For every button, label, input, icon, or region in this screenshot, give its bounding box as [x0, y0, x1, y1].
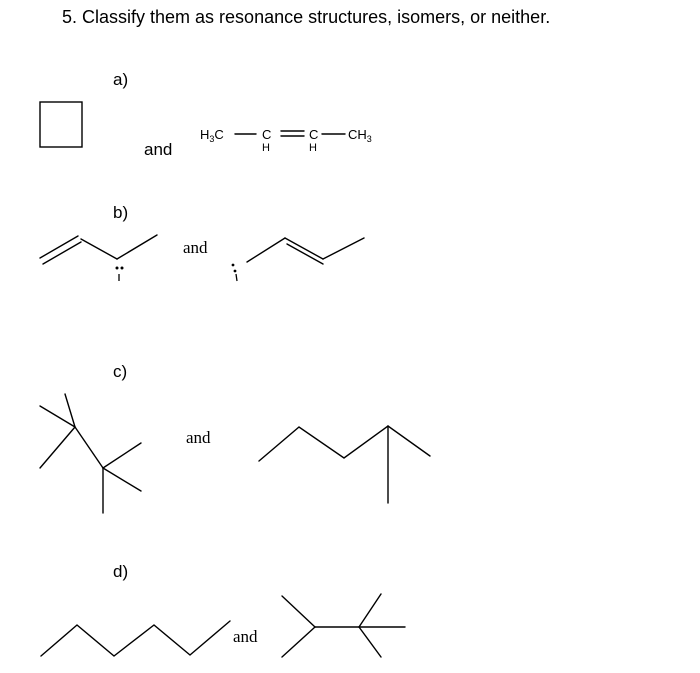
- part-c-and: and: [186, 428, 211, 447]
- lone-pair-dot: [234, 270, 237, 273]
- branched-structure-c-right: [259, 426, 430, 503]
- formula-h3c: $H_3C$: [200, 127, 224, 144]
- lone-pair-dash: [236, 274, 237, 281]
- formula-carbon-2: C: [309, 127, 319, 142]
- formula-hydrogen-1: H: [262, 142, 270, 154]
- part-c-label: c): [113, 362, 128, 381]
- allyl-structure-left: [40, 235, 157, 264]
- part-b-label: b): [113, 203, 129, 222]
- branched-structure-c-left: [40, 394, 141, 513]
- part-d-label: d): [113, 562, 129, 581]
- zigzag-structure-d: [41, 621, 230, 656]
- formula-hydrogen-2: H: [309, 142, 317, 154]
- part-d-and: and: [233, 627, 258, 646]
- part-b-and: and: [183, 238, 208, 257]
- part-a-label: a): [113, 70, 129, 89]
- lone-pair-marks: [116, 264, 238, 281]
- formula-ch3: $CH_3$: [348, 127, 372, 144]
- branched-structure-d: [282, 594, 405, 657]
- question-text: 5. Classify them as resonance structures, isomers, or neither.: [62, 7, 551, 27]
- part-a-and: and: [144, 140, 173, 159]
- lone-pair-dot: [121, 267, 124, 270]
- cyclobutane-square: [40, 102, 82, 147]
- allyl-structure-right: [247, 238, 364, 264]
- formula-carbon-1: C: [262, 127, 272, 142]
- lone-pair-dot: [116, 267, 119, 270]
- lone-pair-dot: [232, 264, 235, 267]
